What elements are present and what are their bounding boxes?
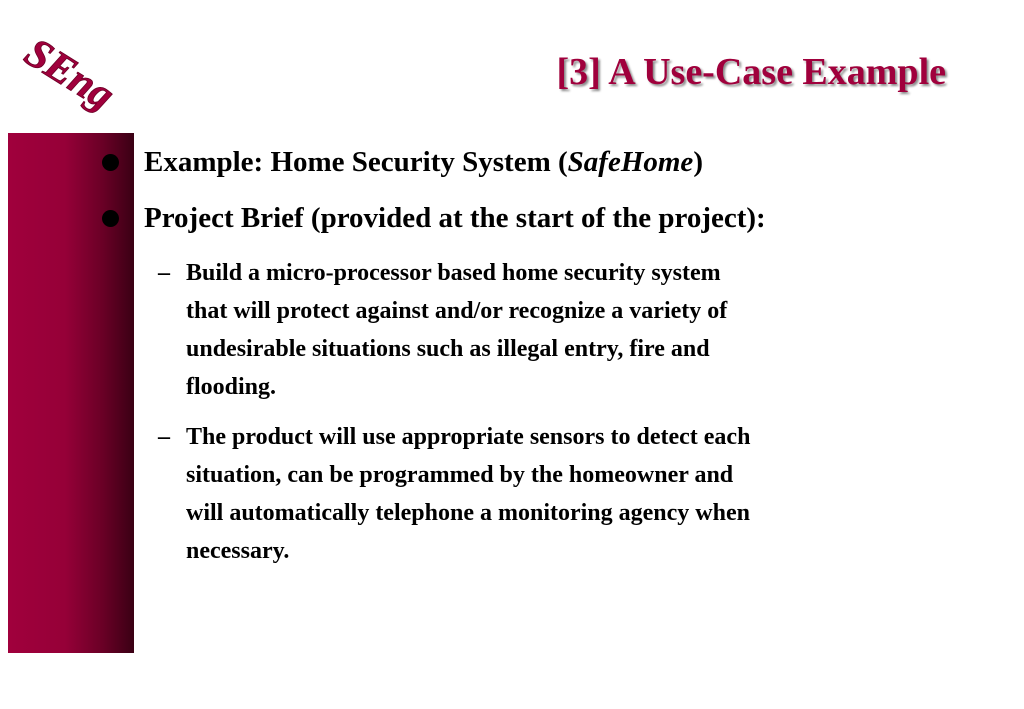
subbullet-line: that will protect against and/or recognize a variety of — [186, 298, 728, 324]
bullet-dot-icon — [102, 154, 119, 171]
dash-icon: – — [158, 424, 170, 450]
subbullet-product-text — [186, 418, 946, 570]
seng-logo-graphic — [8, 29, 138, 126]
slide-title: [3] A Use-Case Example — [556, 51, 946, 93]
subbullet-build-text — [186, 254, 946, 406]
bullet-dot-icon — [102, 210, 119, 227]
bullet-project-brief-text: Project Brief (provided at the start of the project): — [144, 202, 766, 234]
subbullet-build — [156, 254, 946, 406]
seng-logo — [8, 29, 138, 126]
subbullet-line: flooding. — [186, 374, 277, 400]
subbullet-line: Build a micro-processor based home security system — [186, 260, 721, 286]
subbullet-line: necessary. — [186, 538, 290, 564]
subbullet-line: undesirable situations such as illegal entry, fire and — [186, 336, 710, 362]
subbullet-line: situation, can be programmed by the homeowner and — [186, 462, 734, 488]
subbullet-line: will automatically telephone a monitoring agency when — [186, 500, 750, 526]
bullet-example-prefix: Example: Home Security System ( — [144, 146, 568, 178]
bullet-example-emphasis: SafeHome — [567, 146, 694, 178]
slide-content — [100, 142, 960, 582]
bullet-example — [100, 142, 960, 182]
bullet-project-brief — [100, 198, 960, 238]
dash-icon: – — [158, 260, 170, 286]
subbullet-line: The product will use appropriate sensors to detect each — [186, 424, 751, 450]
logo-text: SEng — [16, 29, 123, 120]
subbullet-product — [156, 418, 946, 570]
bullet-example-suffix: ) — [693, 146, 703, 178]
